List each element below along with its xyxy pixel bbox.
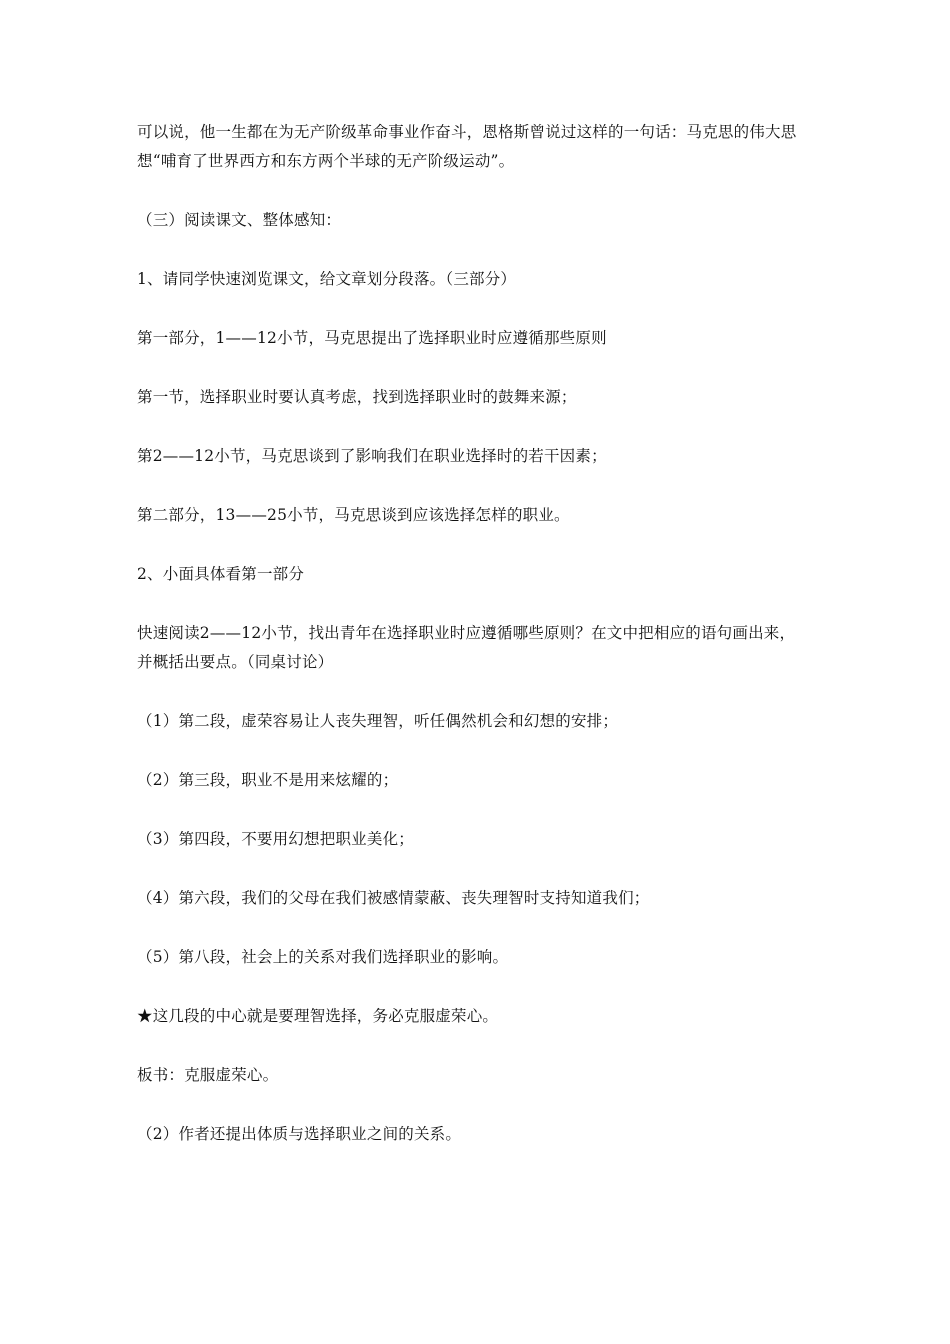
paragraph-part-one: 第一部分，1——12小节，马克思提出了选择职业时应遵循那些原则 xyxy=(137,329,607,347)
document-body xyxy=(137,118,809,1149)
list-item-5: （5）第八段，社会上的关系对我们选择职业的影响。 xyxy=(137,948,509,966)
paragraph-key-point: ★这几段的中心就是要理智选择，务必克服虚荣心。 xyxy=(137,1007,499,1025)
list-item-1: （1）第二段，虚荣容易让人丧失理智，听任偶然机会和幻想的安排； xyxy=(137,712,619,730)
paragraph-task-1: 1、请同学快速浏览课文，给文章划分段落。（三部分） xyxy=(137,270,517,288)
paragraph-sections-2-12: 第2——12小节，马克思谈到了影响我们在职业选择时的若干因素； xyxy=(137,447,607,465)
paragraph-section-one: 第一节，选择职业时要认真考虑，找到选择职业时的鼓舞来源； xyxy=(137,388,577,406)
section-heading-reading: （三）阅读课文、整体感知： xyxy=(137,211,342,229)
paragraph-task-2: 2、小面具体看第一部分 xyxy=(137,565,305,583)
paragraph-physique: （2）作者还提出体质与选择职业之间的关系。 xyxy=(137,1125,462,1143)
paragraph-quick-reading: 快速阅读2——12小节，找出青年在选择职业时应遵循哪些原则？在文中把相应的语句画出来，并概括出要点。（同桌讨论） xyxy=(137,624,796,671)
paragraph-part-two: 第二部分，13——25小节，马克思谈到应该选择怎样的职业。 xyxy=(137,506,570,524)
list-item-4: （4）第六段，我们的父母在我们被感情蒙蔽、丧失理智时支持知道我们； xyxy=(137,889,650,907)
list-item-3: （3）第四段，不要用幻想把职业美化； xyxy=(137,830,414,848)
list-item-2: （2）第三段，职业不是用来炫耀的； xyxy=(137,771,399,789)
paragraph-intro: 可以说，他一生都在为无产阶级革命事业作奋斗，恩格斯曾说过这样的一句话：马克思的伟大思想“哺育了世界西方和东方两个半球的无产阶级运动”。 xyxy=(137,123,797,170)
paragraph-blackboard: 板书：克服虚荣心。 xyxy=(137,1066,279,1084)
